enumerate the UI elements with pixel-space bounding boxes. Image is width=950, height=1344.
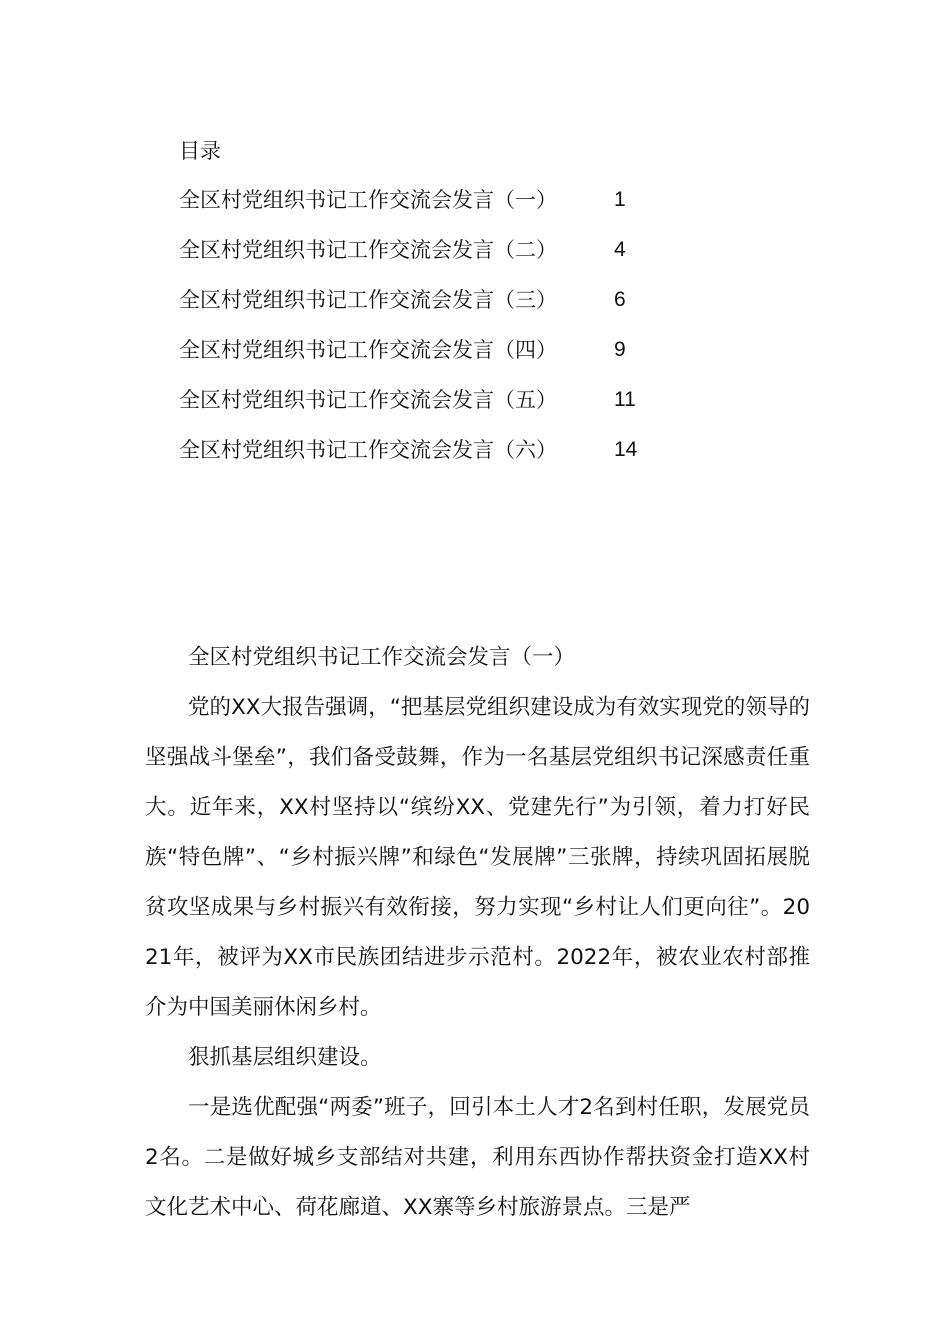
toc-entry-text: 全区村党组织书记工作交流会发言（四） — [179, 338, 557, 362]
toc-entry[interactable] — [179, 335, 679, 385]
toc-entry-text: 全区村党组织书记工作交流会发言（三） — [179, 288, 557, 312]
toc-entry[interactable] — [179, 285, 679, 335]
toc-entry[interactable] — [179, 385, 679, 435]
toc-entry-text: 全区村党组织书记工作交流会发言（二） — [179, 238, 557, 262]
toc-entry-page-number: 1 — [614, 188, 626, 211]
article-body — [145, 633, 810, 1233]
article-heading: 全区村党组织书记工作交流会发言（一） — [188, 645, 576, 670]
toc-entry-text: 全区村党组织书记工作交流会发言（六） — [179, 438, 557, 462]
toc-title: 目录 — [179, 139, 221, 163]
article-paragraph: 狠抓基层组织建设。 — [188, 1045, 382, 1070]
toc-entry[interactable] — [179, 435, 679, 485]
toc-entry-page-number: 14 — [614, 438, 638, 461]
toc-entry[interactable] — [179, 185, 679, 235]
table-of-contents — [179, 185, 679, 485]
article-paragraph: 党的XX大报告强调，“把基层党组织建设成为有效实现党的领导的坚强战斗堡垒”，我们备受鼓舞，作为一名基层党组织书记深感责任重大。近年来，XX村坚持以“缤纷XX、党建先行”为引领，着力打好民族“特色牌”、“乡村振兴牌”和绿色“发展牌”三张牌，持续巩固拓展脱贫攻坚成果与乡村振兴有效衔接，努力实现“乡村让人们更向往”。2021年，被评为XX市民族团结进步示范村。2022年，被农业农村部推介为中国美丽休闲乡村。 — [145, 695, 810, 1020]
toc-entry-text: 全区村党组织书记工作交流会发言（五） — [179, 388, 557, 412]
toc-entry-page-number: 9 — [614, 338, 626, 361]
toc-entry-page-number: 4 — [614, 238, 626, 261]
toc-entry-text: 全区村党组织书记工作交流会发言（一） — [179, 188, 557, 212]
toc-entry-page-number: 6 — [614, 288, 626, 311]
article-paragraph: 一是选优配强“两委”班子，回引本土人才2名到村任职，发展党员2名。二是做好城乡支部结对共建，利用东西协作帮扶资金打造XX村文化艺术中心、荷花廊道、XX寨等乡村旅游景点。三是严 — [145, 1095, 810, 1220]
toc-entry-page-number: 11 — [614, 388, 636, 411]
toc-entry[interactable] — [179, 235, 679, 285]
